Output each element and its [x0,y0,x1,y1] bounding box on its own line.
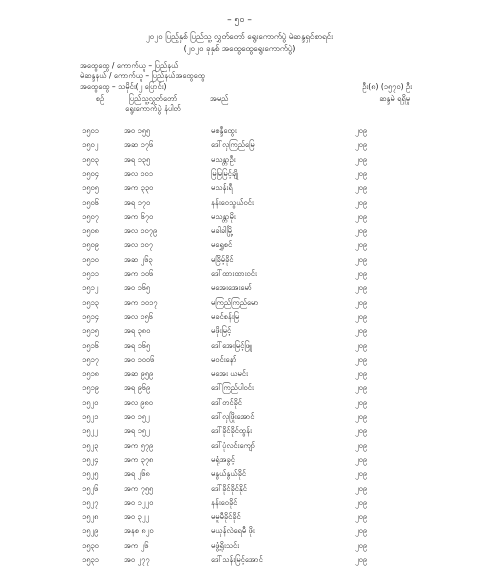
row-name: မအေး ယမင်း [211,369,248,379]
table-row [0,210,479,224]
row-serial: ၁၅၂၀ [82,397,99,407]
row-serial: ၁၅၀၃ [82,154,99,164]
row-name: နန်းဝေခိုင် [211,497,238,507]
header-serial: စဉ် [95,94,105,103]
row-votes: ၂၀၉ [355,254,368,264]
row-registration: အလ ၉၈၀ [124,397,154,407]
row-registration: အရ ၁၇၀ [124,197,151,207]
row-name: မစန္ဒီထွေး [211,126,237,135]
table-row [0,524,479,538]
row-votes: ၂၀၉ [355,126,368,135]
row-name: ဒေါ်လှဖြိုးအောင် [211,412,255,421]
row-serial: ၁၅၁၃ [82,297,99,307]
row-serial: ၁၅၁၁ [82,269,99,278]
row-name: မသန္တာမိုး [211,211,236,221]
row-name: ဒေါ်ကြည်ပါဝင်း [211,383,254,393]
row-registration: အရ ၉၆၉ [124,383,151,393]
row-name: မဝင်းနော် [211,354,237,364]
table-row [0,339,479,353]
row-votes: ၂၀၉ [355,426,368,436]
table-row [0,138,479,152]
row-name: ဒေါ်ပုံလင်းကျော် [211,440,256,450]
row-registration: အရ ၁၅၂ [124,426,150,436]
row-votes: ၂၀၉ [355,440,368,450]
row-name: မြမြမြင့်ချို [211,168,239,178]
row-votes: ၂၀၉ [355,469,368,479]
document-subtitle: (၂၀၂၀ ခုနှစ် အထွေထွေရွေးကောက်ပွဲ) [183,44,296,53]
table-row [0,238,479,252]
row-registration: အက ၁၀၁၇ [124,297,158,307]
row-serial: ၁၅၂၅ [82,469,99,479]
row-name: ဒေါ်ခိုင်ခိုင်ထွန်း [211,426,252,436]
row-registration: အဝ ၁၅၅ [124,126,151,135]
row-votes: ၂၀၉ [355,154,368,164]
table-row [0,353,479,367]
row-serial: ၁၅၂၇ [82,497,99,507]
header-registration: ပြည်သူ့လွှတ်တော် ရွေးကောက်ပွဲ နံပါတ် [125,94,181,113]
row-registration: အက ၃၇၈ [124,454,154,464]
row-name: မရုံအခွင့် [211,454,235,464]
document-title: ၂၀၂၀ ပြည့်နှစ် ပြည်သူ့ လွှတ်တော် ရွေးကောက်ပွဲ မဲဆန္ဒရှင်စာရင်း [145,32,334,41]
row-registration: အက ၆၇၀ [124,211,154,221]
row-serial: ၁၅၂၁ [82,412,99,421]
row-name: မရွှေစင် [211,240,233,250]
row-registration: အဆ ၉၅၉ [124,369,154,379]
row-votes: ၂၀၉ [355,412,368,421]
row-votes: ၂၀၉ [355,168,368,178]
row-name: မနွယ်နွယ်ခိုင် [211,469,246,479]
row-votes: ၂၀၉ [355,340,368,350]
row-votes: ၂၀၉ [355,354,368,364]
row-serial: ၁၅၁၇ [82,354,99,364]
row-name: မခြိမ့်ခိုင် [211,254,234,264]
row-name: မဖွံ့ရိုးသင်း [211,540,240,550]
table-row [0,553,479,567]
row-votes: ၂၀၉ [355,269,368,278]
row-name: မအေးအေးမော် [211,283,252,293]
row-registration: အလ ၁၀၇ [124,240,153,250]
row-registration: အလ ၁၀၇၉ [124,226,158,236]
row-votes: ၂၀၉ [355,326,368,336]
table-row [0,153,479,167]
row-votes: ၂၀၉ [355,211,368,221]
row-name: ဒေါ်ခိုင်ခိုင်နိုင် [211,483,247,493]
row-registration: အနစ ၈၂၀ [124,526,154,536]
table-row [0,510,479,524]
table-row [0,410,479,424]
table-row [0,424,479,438]
table-row [0,124,479,138]
row-serial: ၁၅၀၆ [82,197,99,207]
row-registration: အဝ ၂၇၇ [124,555,150,564]
row-registration: အဝ ၃၂၂ [124,512,150,522]
table-row [0,496,479,510]
row-votes: ၂၀၉ [355,383,368,393]
meta-line-1: အထွေထွေ / ကောက်ယူ – ပြည်နယ် [80,61,179,70]
table-row [0,439,479,453]
row-name: ဒေါ်သန်းမြင့်အောင် [211,555,263,564]
meta-line-4: ဦး(၈) (၁၅၇၀) ဦး [362,82,412,91]
row-registration: အဆ ၁၇၆ [124,140,154,150]
row-votes: ၂၀၉ [355,483,368,493]
row-registration: အဝ ၁၀၀၆ [124,354,155,364]
row-registration: အက ၇၅၅ [124,483,154,493]
table-row [0,310,479,324]
row-serial: ၁၅၀၂ [82,140,99,150]
row-registration: အက ၂၆ [124,540,149,550]
row-serial: ၁၅၁၅ [82,326,99,336]
row-registration: အလ ၁၅၆ [124,311,153,321]
row-serial: ၁၅၂၃ [82,440,99,450]
row-serial: ၁၅၀၅ [82,183,99,193]
row-votes: ၂၀၉ [355,369,368,379]
page-number: – ၅၀ – [227,15,252,25]
row-serial: ၁၅၂၈ [82,512,99,522]
row-registration: အက ၁၀၆ [124,269,154,278]
row-serial: ၁၅၁၂ [82,283,99,293]
row-serial: ၁၅၀၉ [82,240,99,250]
row-registration: အရ ၁၆၅ [124,340,151,350]
row-serial: ၁၅၀၄ [82,168,99,178]
row-votes: ၂၀၉ [355,497,368,507]
row-name: မဖိုးမြင့် [211,326,232,336]
row-serial: ၁၅၃၀ [82,540,99,550]
row-registration: အဝ ၁၅၂ [124,412,150,421]
table-row [0,296,479,310]
row-serial: ၁၅၀၈ [82,226,99,236]
row-registration: အလ ၁၀၁ [124,168,153,178]
row-registration: အရ ၂၆၈ [124,469,150,479]
table-row [0,539,479,553]
row-registration: အဝ ၁၆၅ [124,283,151,293]
row-serial: ၁၅၁၀ [82,254,99,264]
row-serial: ၁၅၂၂ [82,426,98,436]
table-row [0,253,479,267]
table-row [0,396,479,410]
row-name: မသန္တာဦး [211,154,236,164]
row-name: မကြည်ကြည်မော [211,297,259,307]
row-serial: ၁၅၁၄ [82,311,99,321]
table-row [0,267,479,281]
row-name: မခါခါမြို့ [211,226,234,236]
row-registration: အရ ၁၃၅ [124,154,151,164]
table-row [0,281,479,295]
row-registration: အဆ ၂၆၃ [124,254,153,264]
header-name: အမည် [210,94,229,103]
row-serial: ၁၅၂၆ [82,483,99,493]
table-row [0,181,479,195]
table-row [0,482,479,496]
row-votes: ၂၀၉ [355,240,368,250]
meta-line-2: မဲဆန္ဒနယ် / ကောက်ယူ – ပြည်နယ်အထွေထွေ [80,71,205,80]
row-name: ဒေါ်တင်ခိုင် [211,397,242,407]
row-name: မမူမီခိုင်ခိုင် [211,512,241,522]
row-serial: ၁၅၃၁ [82,555,99,564]
table-row [0,367,479,381]
table-row [0,196,479,210]
table-row [0,224,479,238]
row-votes: ၂၀၉ [355,183,368,193]
row-votes: ၂၀၉ [355,311,368,321]
row-registration: အရ ၃၈၀ [124,326,151,336]
header-votes: ဆန္ဒမဲ ရရှိမှု [379,94,410,103]
row-name: နန်းဝေသွယ်ဝင်း [211,197,254,207]
row-serial: ၁၅၁၉ [82,383,99,393]
table-row [0,324,479,338]
row-votes: ၂၀၉ [355,540,368,550]
row-name: ဒေါ်လှကြည်မြေ [211,140,255,150]
row-votes: ၂၀၉ [355,197,368,207]
table-row [0,467,479,481]
meta-line-3: အထွေထွေ – သမိုင်း(၂ ပြောင်း) [80,82,167,91]
row-serial: ၁၅၂၄ [82,454,99,464]
row-votes: ၂၀၉ [355,512,368,522]
row-serial: ၁၅၂၉ [82,526,99,536]
row-votes: ၂၀၉ [355,555,368,564]
row-name: မယုန်လဲရေမီ ဖိုး [211,526,255,536]
row-name: ဒေါ်ထားထားဝင်း [211,269,257,278]
row-serial: ၁၅၀၇ [82,211,99,221]
row-name: မသန်းရီ [211,183,233,193]
row-name: ဒေါ်အေးမြင့်ဖြူ [211,340,253,350]
row-votes: ၂၀၉ [355,226,368,236]
table-row [0,167,479,181]
row-registration: အဝ ၁၂၂၀ [124,497,154,507]
row-votes: ၂၀၉ [355,297,368,307]
row-name: မခင်စန်းမြ [211,311,240,321]
row-votes: ၂၀၉ [355,283,368,293]
row-votes: ၂၀၉ [355,526,368,536]
row-serial: ၁၅၀၁ [82,126,99,135]
row-serial: ၁၅၁၆ [82,340,99,350]
table-row [0,381,479,395]
row-votes: ၂၀၉ [355,454,368,464]
row-votes: ၂၀၉ [355,397,368,407]
row-votes: ၂၀၉ [355,140,368,150]
row-registration: အက ၅၇၉ [124,440,154,450]
table-row [0,453,479,467]
row-registration: အက ၃၃၀ [124,183,154,193]
row-serial: ၁၅၁၈ [82,369,99,379]
